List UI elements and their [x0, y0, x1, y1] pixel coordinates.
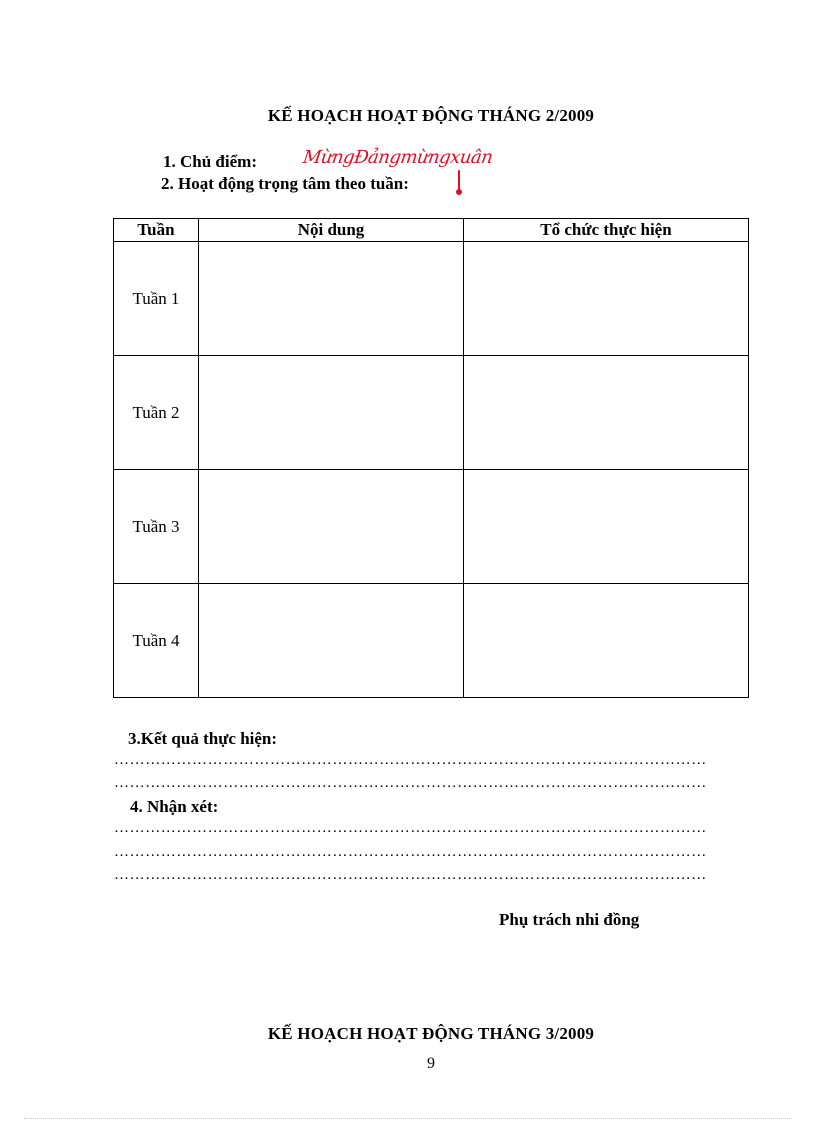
comment-line-3[interactable]: …………………………………………………………………………………………………… [114, 867, 707, 883]
week-cell: Tuần 4 [114, 584, 199, 698]
content-cell[interactable] [199, 242, 464, 356]
ink-drip-mark [458, 170, 460, 192]
week-cell: Tuần 2 [114, 356, 199, 470]
organization-cell[interactable] [464, 584, 749, 698]
result-heading: 3.Kết quả thực hiện: [128, 729, 278, 748]
next-plan-title: KẾ HOẠCH HOẠT ĐỘNG THÁNG 3/2009 [267, 1024, 595, 1043]
header-organization: Tổ chức thực hiện [464, 219, 749, 242]
content-cell[interactable] [199, 356, 464, 470]
week-cell: Tuần 1 [114, 242, 199, 356]
organization-cell[interactable] [464, 470, 749, 584]
table-header-row [114, 219, 749, 242]
organization-cell[interactable] [464, 242, 749, 356]
content-cell[interactable] [199, 470, 464, 584]
week-cell: Tuần 3 [114, 470, 199, 584]
theme-label: 1. Chủ điểm: [163, 152, 257, 171]
weekly-plan-table [113, 218, 749, 698]
comment-line-1[interactable]: …………………………………………………………………………………………………… [114, 820, 707, 836]
plan-title: KẾ HOẠCH HOẠT ĐỘNG THÁNG 2/2009 [267, 106, 595, 125]
organization-cell[interactable] [464, 356, 749, 470]
signature-label: Phụ trách nhi đồng [499, 910, 640, 929]
table-row [114, 584, 749, 698]
content-cell[interactable] [199, 584, 464, 698]
table-row [114, 470, 749, 584]
header-content: Nội dung [199, 219, 464, 242]
result-line-2[interactable]: …………………………………………………………………………………………………… [114, 775, 707, 791]
header-week: Tuần [114, 219, 199, 242]
page-number: 9 [427, 1055, 435, 1072]
result-line-1[interactable]: …………………………………………………………………………………………………… [114, 752, 707, 768]
table-row [114, 242, 749, 356]
comment-line-2[interactable]: …………………………………………………………………………………………………… [114, 844, 707, 860]
weekly-activities-label: 2. Hoạt động trọng tâm theo tuần: [161, 174, 409, 193]
comment-heading: 4. Nhận xét: [130, 797, 219, 816]
table-row [114, 356, 749, 470]
page-bottom-divider [24, 1118, 792, 1119]
theme-handwritten-value: MừngĐảngmừngxuân [301, 147, 494, 168]
